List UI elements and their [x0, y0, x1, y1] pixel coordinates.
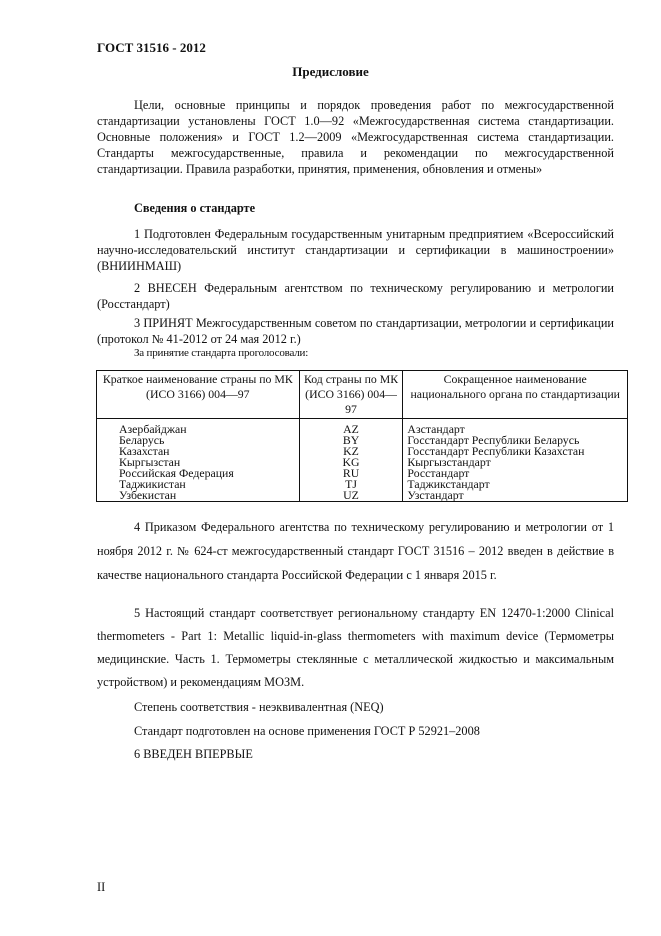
item-2-paragraph: 2 ВНЕСЕН Федеральным агентством по техническому регулированию и метрологии (Росстандарт)	[97, 281, 614, 311]
country-cell: Казахстан	[97, 446, 300, 457]
item-6-statement: 6 ВВЕДЕН ВПЕРВЫЕ	[134, 747, 253, 761]
org-cell: Росстандарт	[403, 468, 628, 479]
country-cell: Кыргызстан	[97, 457, 300, 468]
org-cell: Кыргызстандарт	[403, 457, 628, 468]
country-cell: Российская Федерация	[97, 468, 300, 479]
code-cell: KG	[299, 457, 403, 468]
code-cell: RU	[299, 468, 403, 479]
country-cell: Таджикистан	[97, 479, 300, 490]
code-cell: BY	[299, 435, 403, 446]
country-cell: Беларусь	[97, 435, 300, 446]
country-cell: Узбекистан	[97, 490, 300, 502]
table-row	[97, 490, 628, 502]
code-cell: KZ	[299, 446, 403, 457]
item-3-paragraph: 3 ПРИНЯТ Межгосударственным советом по стандартизации, метрологии и сертификации (протокол № 41-2012 от 24 мая 2012 г.)	[97, 316, 614, 346]
country-cell: Азербайджан	[97, 419, 300, 436]
org-cell: Госстандарт Республики Беларусь	[403, 435, 628, 446]
section-title: Предисловие	[292, 64, 369, 79]
degree-of-conformity: Степень соответствия - неэквивалентная (NEQ)	[134, 700, 384, 714]
basis-statement: Стандарт подготовлен на основе применения ГОСТ Р 52921–2008	[134, 724, 480, 738]
table-row	[97, 479, 628, 490]
header-organization: Сокращенное наименование национального органа по стандартизации	[403, 371, 628, 419]
header-country: Краткое наименование страны по МК (ИСО 3166) 004—97	[97, 371, 300, 419]
org-cell: Таджикстандарт	[403, 479, 628, 490]
table-header-row	[97, 371, 628, 419]
code-cell: UZ	[299, 490, 403, 502]
item-5-paragraph: 5 Настоящий стандарт соответствует региональному стандарту EN 12470-1:2000 Clinical thermometers - Part 1: Metallic liquid-in-glass thermometers with maximum device (Термометры медицинские. Часть 1. Термометры стеклянные с металлической жидкостью и максимальным устройством) и рекомендациям МОЗМ.	[97, 606, 614, 689]
org-cell: Госстандарт Республики Казахстан	[403, 446, 628, 457]
code-cell: TJ	[299, 479, 403, 490]
item-4-paragraph: 4 Приказом Федерального агентства по техническому регулированию и метрологии от 1 ноября 2012 г. № 624-ст межгосударственный стандарт ГОСТ 31516 – 2012 введен в действие в качестве национального стандарта Российской Федерации с 1 января 2015 г.	[97, 520, 614, 582]
voting-countries-table	[96, 370, 628, 502]
info-heading: Сведения о стандарте	[134, 201, 256, 215]
voted-caption: За принятие стандарта проголосовали:	[134, 347, 309, 359]
code-cell: AZ	[299, 419, 403, 436]
document-header: ГОСТ 31516 - 2012	[97, 40, 206, 55]
org-cell: Узстандарт	[403, 490, 628, 502]
header-code: Код страны по МК (ИСО 3166) 004—97	[299, 371, 403, 419]
org-cell: Азстандарт	[403, 419, 628, 436]
intro-paragraph: Цели, основные принципы и порядок проведения работ по межгосударственной стандартизации установлены ГОСТ 1.0—92 «Межгосударственная система стандартизации. Основные положения» и ГОСТ 1.2—2009 «Межгосударственная система стандартизации. Стандарты межгосударственные, правила и рекомендации по межгосударственной стандартизации. Правила разработки, принятия, применения, обновления и отмены»	[97, 98, 614, 176]
item-1-paragraph: 1 Подготовлен Федеральным государственным унитарным предприятием «Всероссийский научно-исследовательский институт стандартизации и сертификации в машиностроении» (ВНИИНМАШ)	[97, 227, 614, 273]
page-number: II	[97, 880, 106, 894]
